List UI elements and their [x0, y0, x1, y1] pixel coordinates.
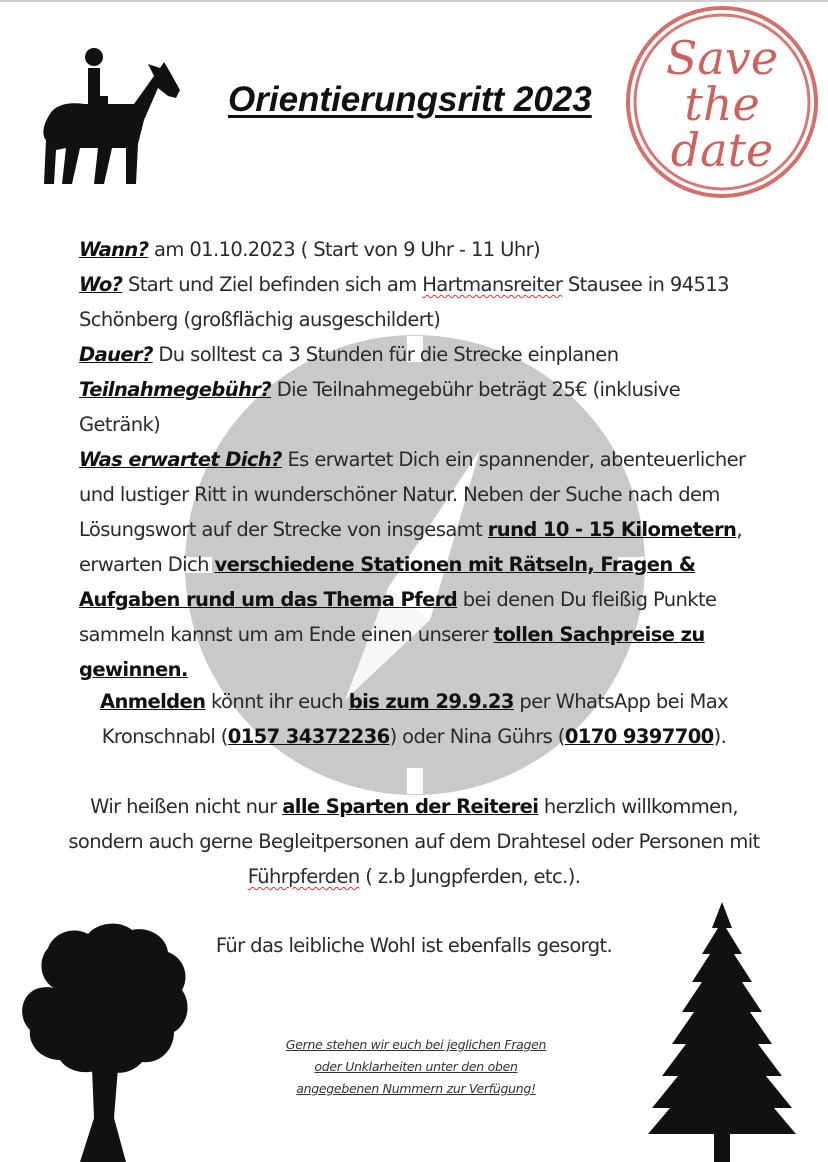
welcome-text-c: ( z.b Jungpferden, etc.).	[359, 865, 581, 888]
text-where-b: Stausee in 94513 Schönberg (großflächig ausgeschildert)	[79, 273, 729, 331]
food-text: Für das leibliche Wohl ist ebenfalls gesorgt.	[215, 934, 613, 957]
reg-text-d: ).	[713, 725, 727, 748]
prizes: tollen Sachpreise zu gewinnen.	[79, 623, 705, 681]
info-when	[79, 232, 759, 267]
fir-tree-icon	[646, 900, 798, 1162]
stamp-line-1: Save	[665, 31, 779, 85]
label-when: Wann?	[79, 238, 149, 261]
register-label: Anmelden	[99, 690, 206, 713]
all-disciplines: alle Sparten der Reiterei	[282, 795, 539, 818]
welcome-text-b: herzlich willkommen, sondern auch gerne Begleitpersonen auf dem Drahtesel oder Personen mit	[68, 795, 760, 853]
phone-nina: 0170 9397700	[564, 725, 714, 748]
text-expect-c: bei denen Du fleißig Punkte sammeln kannst um am Ende einen unserer	[79, 588, 717, 646]
info-expect	[79, 442, 759, 687]
deciduous-tree-icon	[14, 918, 196, 1162]
welcome-text	[60, 789, 768, 894]
text-where-a: Start und Ziel befinden sich am	[122, 273, 423, 296]
phone-max: 0157 34372236	[227, 725, 390, 748]
info-fee	[79, 372, 759, 442]
save-the-date-stamp	[622, 2, 822, 202]
distance: rund 10 - 15 Kilometern	[487, 518, 737, 541]
stations: verschiedene Stationen mit Rätseln, Fragen & Aufgaben rund um das Thema Pferd	[79, 553, 696, 611]
text-expect-a: Es erwartet Dich ein spannender, abenteuerlicher und lustiger Ritt in wunderschöner Natur. Neben der Suche nach dem Lösungswort auf der Strecke von insgesamt	[79, 448, 746, 541]
page-title: Orientierungsritt 2023	[228, 80, 592, 119]
text-when: am 01.10.2023 ( Start von 9 Uhr - 11 Uhr)	[148, 238, 541, 261]
info-where	[79, 267, 759, 337]
label-fee: Teilnahmegebühr?	[79, 378, 272, 401]
contact-note: Gerne stehen wir euch bei jeglichen Fragen oder Unklarheiten unter den oben angegebenen Nummern zur Verfügung!	[285, 1037, 547, 1096]
label-expect: Was erwartet Dich?	[79, 448, 282, 471]
welcome-text-a: Wir heißen nicht nur	[90, 795, 283, 818]
label-where: Wo?	[79, 273, 123, 296]
registration	[60, 684, 768, 754]
info-duration	[79, 337, 759, 372]
stamp-line-3: date	[670, 123, 774, 177]
lead-horses-word: Führpferden	[247, 865, 360, 888]
text-expect-b: , erwarten Dich	[79, 518, 742, 576]
reg-text-a: könnt ihr euch	[205, 690, 349, 713]
register-deadline: bis zum 29.9.23	[348, 690, 514, 713]
event-info	[79, 232, 759, 687]
horse-rider-icon	[36, 44, 184, 192]
label-duration: Dauer?	[79, 343, 153, 366]
text-duration: Du solltest ca 3 Stunden für die Strecke einplanen	[152, 343, 619, 366]
reg-text-c: ) oder Nina Gührs (	[389, 725, 565, 748]
reg-text-b: per WhatsApp bei Max Kronschnabl (	[101, 690, 729, 748]
place-name: Hartmansreiter	[422, 273, 563, 296]
stamp-line-2: the	[684, 77, 760, 131]
text-fee: Die Teilnahmegebühr beträgt 25€ (inklusive Getränk)	[79, 378, 681, 436]
